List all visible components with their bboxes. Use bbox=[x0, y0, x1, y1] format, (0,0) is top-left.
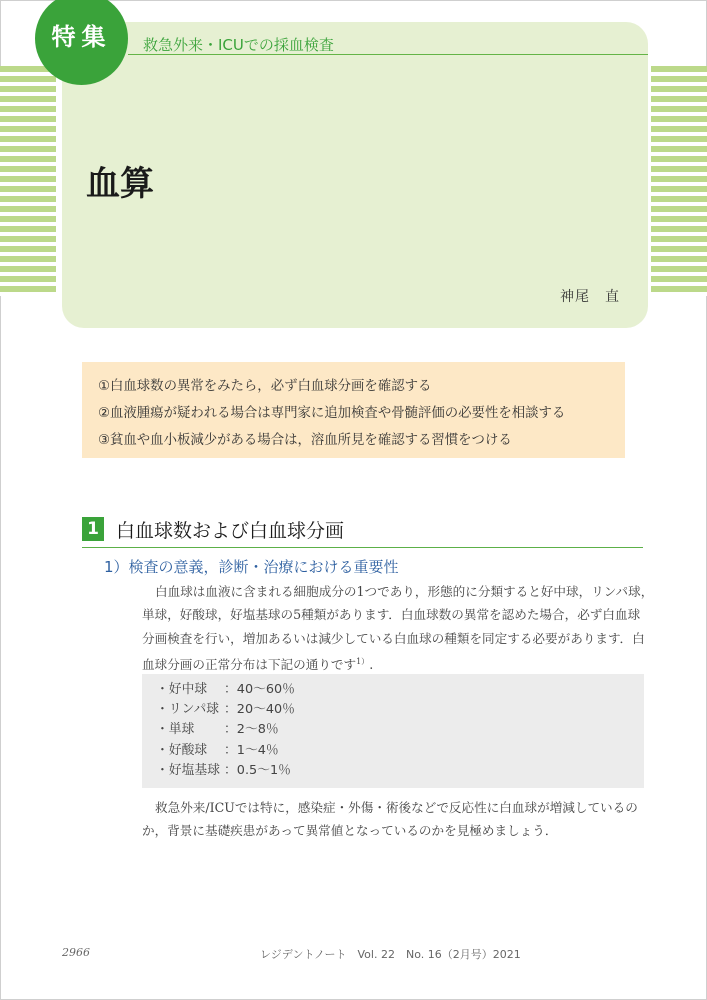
decorative-stripes-right bbox=[651, 66, 707, 296]
cell-range: ：1～4％ bbox=[224, 742, 279, 758]
paragraph-icu bbox=[142, 796, 647, 843]
paragraph-line-last bbox=[142, 650, 647, 676]
section-heading bbox=[82, 514, 643, 548]
paragraph-intro bbox=[142, 580, 654, 676]
section-number: 1 bbox=[82, 517, 104, 541]
paragraph-end: . bbox=[369, 657, 374, 673]
feature-badge: 特集 bbox=[35, 0, 128, 85]
author-name: 神尾 直 bbox=[560, 289, 620, 305]
key-point: ③貧血や血小板減少がある場合は，溶血所見を確認する習慣をつける bbox=[98, 433, 512, 448]
cell-range: ：2～8％ bbox=[224, 722, 279, 738]
key-points-box bbox=[82, 362, 625, 458]
cell-range: ：20～40％ bbox=[224, 702, 295, 718]
cell-type: ・好中球 bbox=[156, 682, 208, 697]
key-point: ②血液腫瘍が疑われる場合は専門家に追加検査や骨髄評価の必要性を相談する bbox=[98, 406, 566, 421]
decorative-stripes-left bbox=[0, 66, 56, 296]
reference-marker: 1） bbox=[356, 656, 370, 666]
distribution-item bbox=[156, 700, 644, 720]
paragraph-line: 単球，好酸球，好塩基球の5種類があります．白血球数の異常を認めた場合，必ず白血球 bbox=[142, 607, 641, 623]
page-number: 2966 bbox=[62, 946, 90, 959]
journal-info: レジデントノート Vol. 22 No. 16（2月号）2021 bbox=[260, 948, 521, 961]
cell-type: ・好塩基球 bbox=[156, 762, 220, 778]
cell-type: ・好酸球 bbox=[156, 742, 208, 758]
article-title: 血算 bbox=[86, 164, 154, 204]
cell-type: ・単球 bbox=[156, 722, 195, 738]
distribution-item bbox=[156, 741, 644, 761]
paragraph-line: 分画検査を行い，増加あるいは減少している白血球の種類を同定する必要があります．白 bbox=[142, 630, 645, 646]
paragraph-text: 血球分画の正常分布は下記の通りです bbox=[142, 657, 357, 673]
normal-distribution-box bbox=[142, 674, 644, 788]
section-title: 白血球数および白血球分画 bbox=[116, 520, 345, 542]
subsection-title: 1）検査の意義，診断・治療における重要性 bbox=[104, 558, 399, 576]
distribution-item bbox=[156, 761, 644, 781]
paragraph-line: 救急外来/ICUでは特に，感染症・外傷・術後などで反応性に白血球が増減しているの bbox=[155, 800, 638, 815]
feature-subtitle: 救急外来・ICUでの採血検査 bbox=[143, 36, 334, 54]
distribution-item bbox=[156, 680, 644, 700]
cell-type: ・リンパ球 bbox=[156, 702, 220, 718]
cell-range: ：0.5～1％ bbox=[224, 762, 291, 778]
cell-range: ：40～60％ bbox=[224, 682, 295, 697]
distribution-item bbox=[156, 720, 644, 740]
paragraph-line: 白血球は血液に含まれる細胞成分の1つであり，形態的に分類すると好中球，リンパ球， bbox=[155, 584, 654, 599]
key-point: ①白血球数の異常をみたら，必ず白血球分画を確認する bbox=[98, 379, 432, 394]
paragraph-line: か，背景に基礎疾患があって異常値となっているのかを見極めましょう． bbox=[142, 823, 558, 839]
